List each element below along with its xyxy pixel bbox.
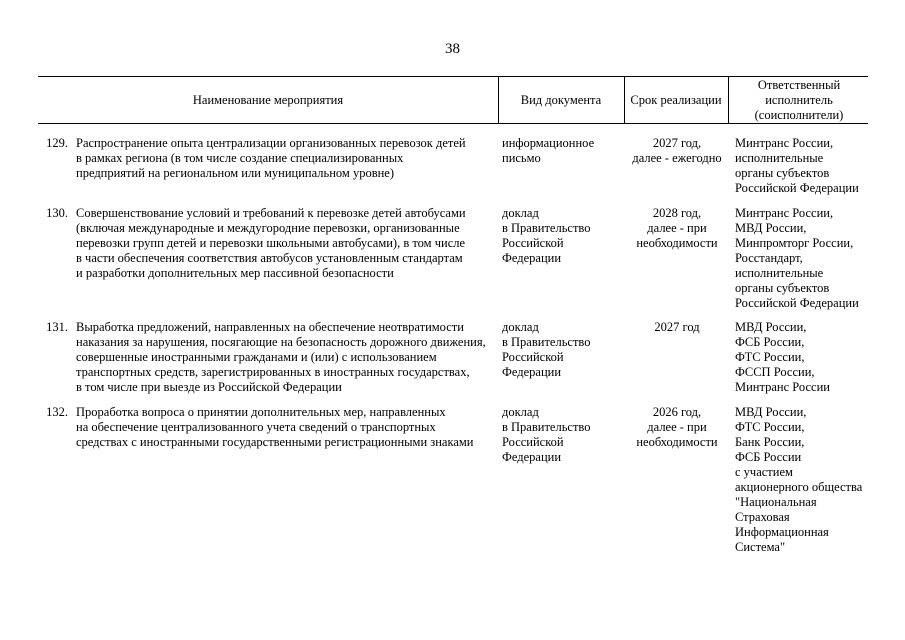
row-name: Совершенствование условий и требований к перевозке детей автобусами (включая международные и междугородние перевозки, организованные перевозки групп детей и перевозки школьными автобусами), в том числе в части обеспечения соответствия автобусов установленным стандартам и разработки дополнительных мер пассивной безопасности: [76, 206, 466, 280]
header-term: Срок реализации: [630, 93, 722, 107]
row-number: 132.: [46, 405, 68, 419]
row-name: Распространение опыта централизации организованных перевозок детей в рамках региона (в том числе создание специализированных предприятий на региональном или муниципальном уровне): [76, 136, 466, 180]
row-resp: МВД России, ФТС России, Банк России, ФСБ России с участием акционерного общества "Национальная Страховая Информационная Система": [735, 405, 863, 554]
row-doc: информационное письмо: [502, 136, 595, 165]
row-number: 130.: [46, 206, 68, 220]
row-resp: Минтранс России, МВД России, Минпромторг России, Росстандарт, исполнительные органы субъектов Российской Федерации: [735, 206, 859, 310]
header-doc: Вид документа: [520, 93, 602, 107]
row-doc: доклад в Правительство Российской Федерации: [502, 405, 591, 464]
table-top-border: [38, 76, 868, 77]
header-name: Наименование мероприятия: [192, 93, 344, 107]
row-resp: МВД России, ФСБ России, ФТС России, ФССП России, Минтранс России: [735, 320, 830, 394]
table-header-border: [38, 123, 868, 124]
row-term: 2026 год, далее - при необходимости: [636, 405, 718, 449]
row-term: 2027 год, далее - ежегодно: [632, 136, 722, 165]
column-divider-term: [624, 76, 625, 123]
header-resp: Ответственный исполнитель (соисполнители): [754, 78, 844, 122]
column-divider-doc: [498, 76, 499, 123]
row-term: 2028 год, далее - при необходимости: [636, 206, 718, 250]
column-divider-resp: [728, 76, 729, 123]
row-name: Проработка вопроса о принятии дополнительных мер, направленных на обеспечение централизованного учета сведений о транспортных средствах с иностранными государственными регистрационными знаками: [76, 405, 474, 449]
row-term: 2027 год: [654, 320, 700, 334]
page-number: 38: [445, 41, 460, 57]
row-doc: доклад в Правительство Российской Федерации: [502, 320, 591, 379]
row-number: 131.: [46, 320, 68, 334]
row-doc: доклад в Правительство Российской Федерации: [502, 206, 591, 265]
row-name: Выработка предложений, направленных на обеспечение неотвратимости наказания за нарушения, посягающие на безопасность дорожного движения, совершенные иностранными гражданами и (или) с использованием транспортных средств, зарегистрированных в иностранных государствах, в том числе при выезде из Российской Федерации: [76, 320, 486, 394]
row-resp: Минтранс России, исполнительные органы субъектов Российской Федерации: [735, 136, 859, 195]
row-number: 129.: [46, 136, 68, 150]
